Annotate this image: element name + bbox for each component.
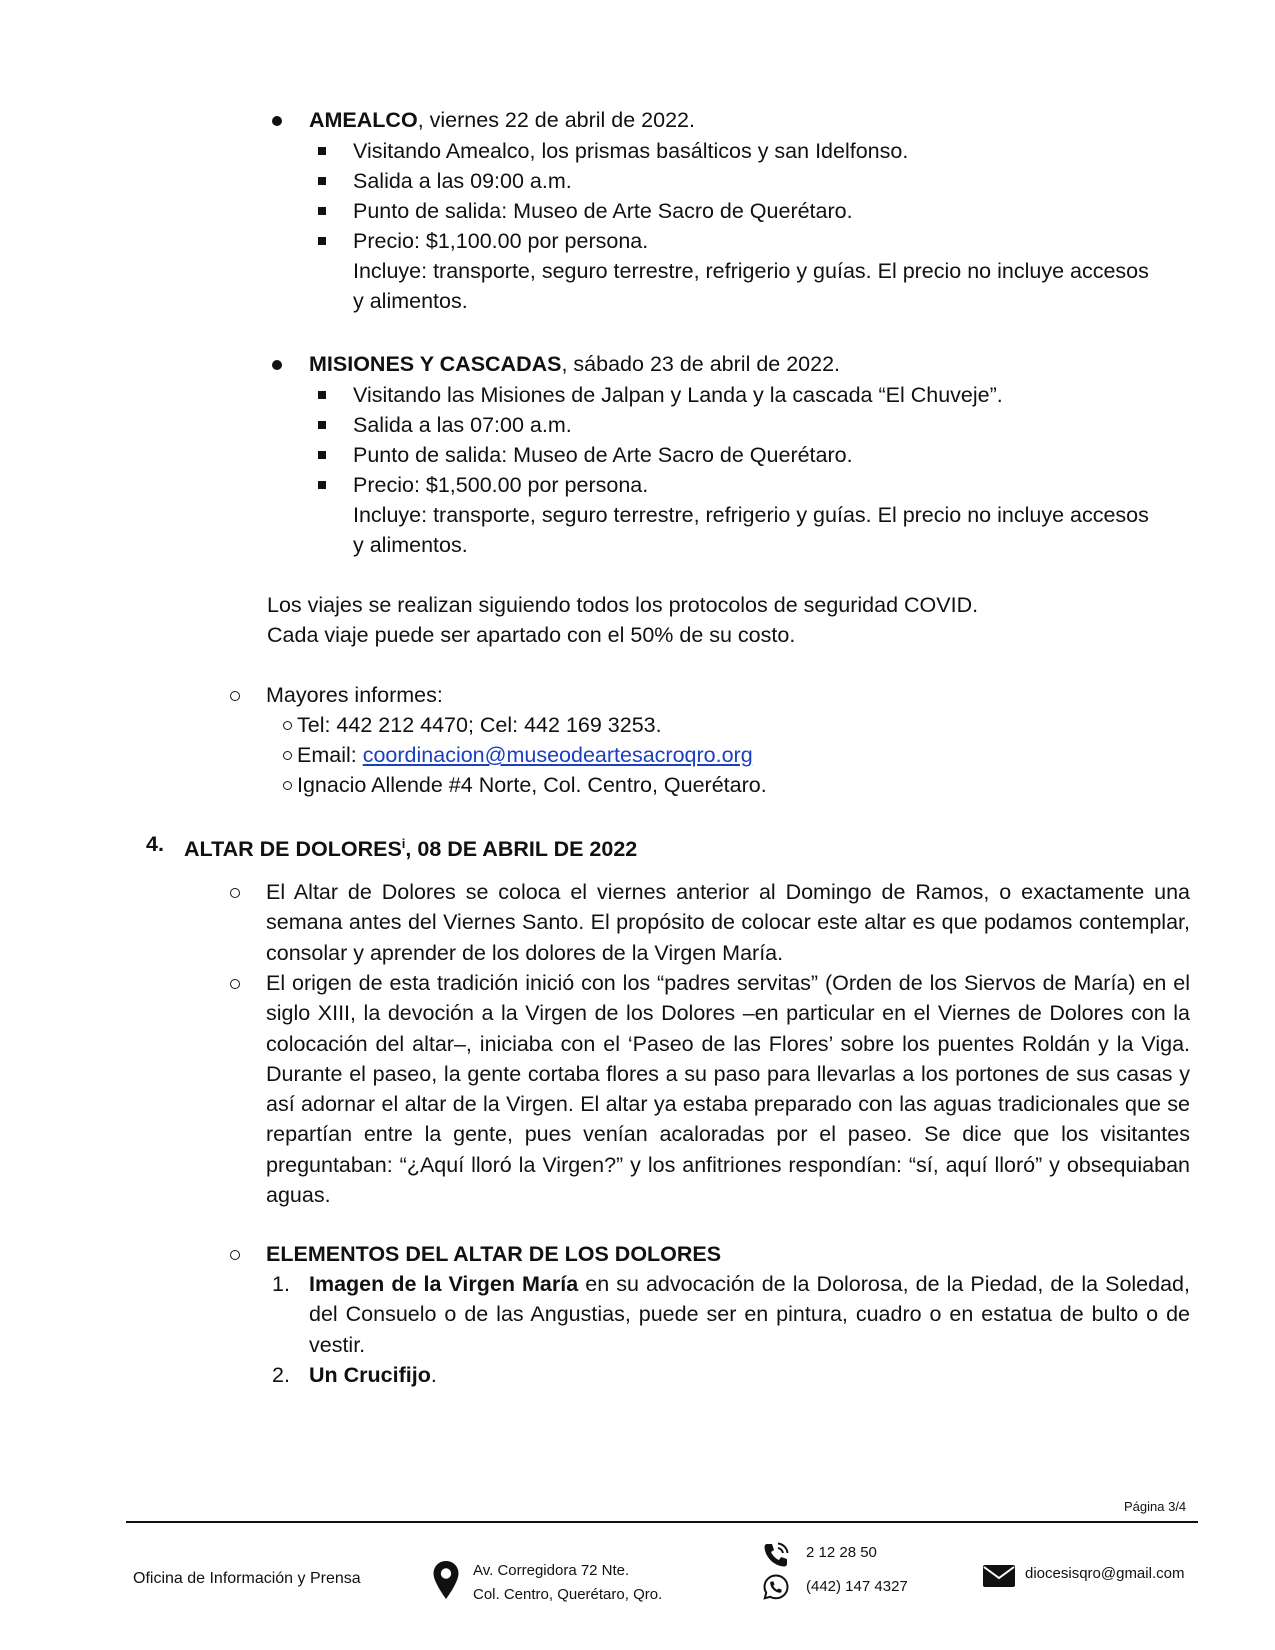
trip-includes-cont: y alimentos.	[353, 289, 468, 313]
element-item	[309, 1269, 1190, 1360]
bullet-circle	[230, 691, 240, 701]
trip-detail: Visitando Amealco, los prismas basálticos y san Idelfonso.	[353, 139, 909, 163]
footer-phone2: (442) 147 4327	[806, 1578, 908, 1595]
element-name: Un Crucifijo	[309, 1363, 431, 1387]
footer-email[interactable]: diocesisqro@gmail.com	[1025, 1565, 1185, 1582]
envelope-icon	[982, 1564, 1016, 1588]
trip-heading	[309, 105, 695, 135]
section-title	[184, 829, 637, 864]
element-description: en su advocación de la Dolorosa, de la Piedad, de la Soledad, del Consuelo o de las Angustias, puede ser en pintura, cuadro o en estatua de bulto o de vestir.	[309, 1272, 1190, 1357]
trip-name: MISIONES Y CASCADAS	[309, 352, 562, 376]
bullet-dot	[272, 360, 282, 370]
note-covid: Los viajes se realizan siguiendo todos los protocolos de seguridad COVID.	[267, 593, 979, 617]
info-address: Ignacio Allende #4 Norte, Col. Centro, Querétaro.	[297, 773, 767, 797]
trip-includes: Incluye: transporte, seguro terrestre, refrigerio y guías. El precio no incluye accesos	[353, 503, 1149, 527]
trip-date: , sábado 23 de abril de 2022.	[561, 352, 841, 376]
element-number: 1.	[272, 1272, 290, 1296]
trip-detail: Punto de salida: Museo de Arte Sacro de Querétaro.	[353, 199, 853, 223]
office-name: Oficina de Información y Prensa	[133, 1570, 361, 1587]
info-email-line	[297, 740, 753, 770]
location-pin-icon	[432, 1560, 460, 1600]
trip-detail: Punto de salida: Museo de Arte Sacro de Querétaro.	[353, 443, 853, 467]
bullet-square	[318, 391, 326, 399]
page-number: Página 3/4	[1124, 1499, 1187, 1514]
bullet-square	[318, 421, 326, 429]
bullet-circle	[230, 1250, 240, 1260]
trip-detail: Precio: $1,100.00 por persona.	[353, 229, 649, 253]
bullet-circle	[230, 888, 240, 898]
trip-includes: Incluye: transporte, seguro terrestre, refrigerio y guías. El precio no incluye accesos	[353, 259, 1149, 283]
footer-divider	[126, 1521, 1198, 1523]
element-name: Imagen de la Virgen María	[309, 1272, 579, 1296]
phone-icon	[762, 1541, 790, 1569]
trip-includes-cont: y alimentos.	[353, 533, 468, 557]
paragraph: El origen de esta tradición inició con los “padres servitas” (Orden de los Siervos de María) en el siglo XIII, la devoción a la Virgen de los Dolores –en particular en el Viernes de Dolores con la colocación del altar–, iniciaba con el ‘Paseo de las Flores’ sobre los puentes Roldán y la Viga. Durante el paseo, la gente cortaba flores a su paso para llevarlas a los portones de sus casas y así adornar el altar de la Virgen. El altar ya estaba preparado con las aguas tradicionales que se repartían entre la gente, pues venían acaloradas por el paseo. Se dice que los visitantes preguntaban: “¿Aquí lloró la Virgen?” y los anfitriones respondían: “sí, aquí lloró” y obsequiaban aguas.	[266, 971, 1190, 1208]
bullet-square	[318, 237, 326, 245]
bullet-square	[318, 481, 326, 489]
bullet-circle	[283, 751, 292, 760]
info-email-label: Email:	[297, 743, 363, 767]
trip-detail: Salida a las 07:00 a.m.	[353, 413, 572, 437]
info-label: Mayores informes:	[266, 683, 443, 707]
email-link[interactable]: coordinacion@museodeartesacroqro.org	[362, 743, 753, 767]
trip-detail: Precio: $1,500.00 por persona.	[353, 473, 649, 497]
trip-detail: Salida a las 09:00 a.m.	[353, 169, 572, 193]
bullet-square	[318, 147, 326, 155]
element-item	[309, 1360, 437, 1390]
bullet-circle	[283, 721, 292, 730]
footer-address-line2: Col. Centro, Querétaro, Qro.	[473, 1586, 663, 1603]
element-description: .	[430, 1363, 437, 1387]
bullet-dot	[272, 116, 282, 126]
footer-phone1: 2 12 28 50	[806, 1544, 877, 1561]
bullet-square	[318, 451, 326, 459]
footnote-marker: i	[401, 836, 406, 851]
bullet-square	[318, 207, 326, 215]
section-title-date: , 08 DE ABRIL DE 2022	[405, 837, 638, 862]
paragraph: El Altar de Dolores se coloca el viernes anterior al Domingo de Ramos, o exactamente una semana antes del Viernes Santo. El propósito de colocar este altar es que podamos contemplar, consolar y aprender de los dolores de la Virgen María.	[266, 880, 1190, 965]
trip-name: AMEALCO	[309, 108, 418, 132]
section-number: 4.	[146, 832, 164, 856]
bullet-circle	[283, 781, 292, 790]
trip-date: , viernes 22 de abril de 2022.	[417, 108, 695, 132]
section-title-text: ALTAR DE DOLORES	[184, 837, 402, 862]
trip-detail: Visitando las Misiones de Jalpan y Landa y la cascada “El Chuveje”.	[353, 383, 1003, 407]
elements-title: ELEMENTOS DEL ALTAR DE LOS DOLORES	[266, 1242, 722, 1266]
bullet-square	[318, 177, 326, 185]
note-deposit: Cada viaje puede ser apartado con el 50% de su costo.	[267, 623, 796, 647]
whatsapp-icon	[762, 1573, 790, 1601]
bullet-circle	[230, 979, 240, 989]
footer-address-line1: Av. Corregidora 72 Nte.	[473, 1562, 630, 1579]
element-number: 2.	[272, 1363, 290, 1387]
info-tel: Tel: 442 212 4470; Cel: 442 169 3253.	[297, 713, 662, 737]
trip-heading	[309, 349, 840, 379]
